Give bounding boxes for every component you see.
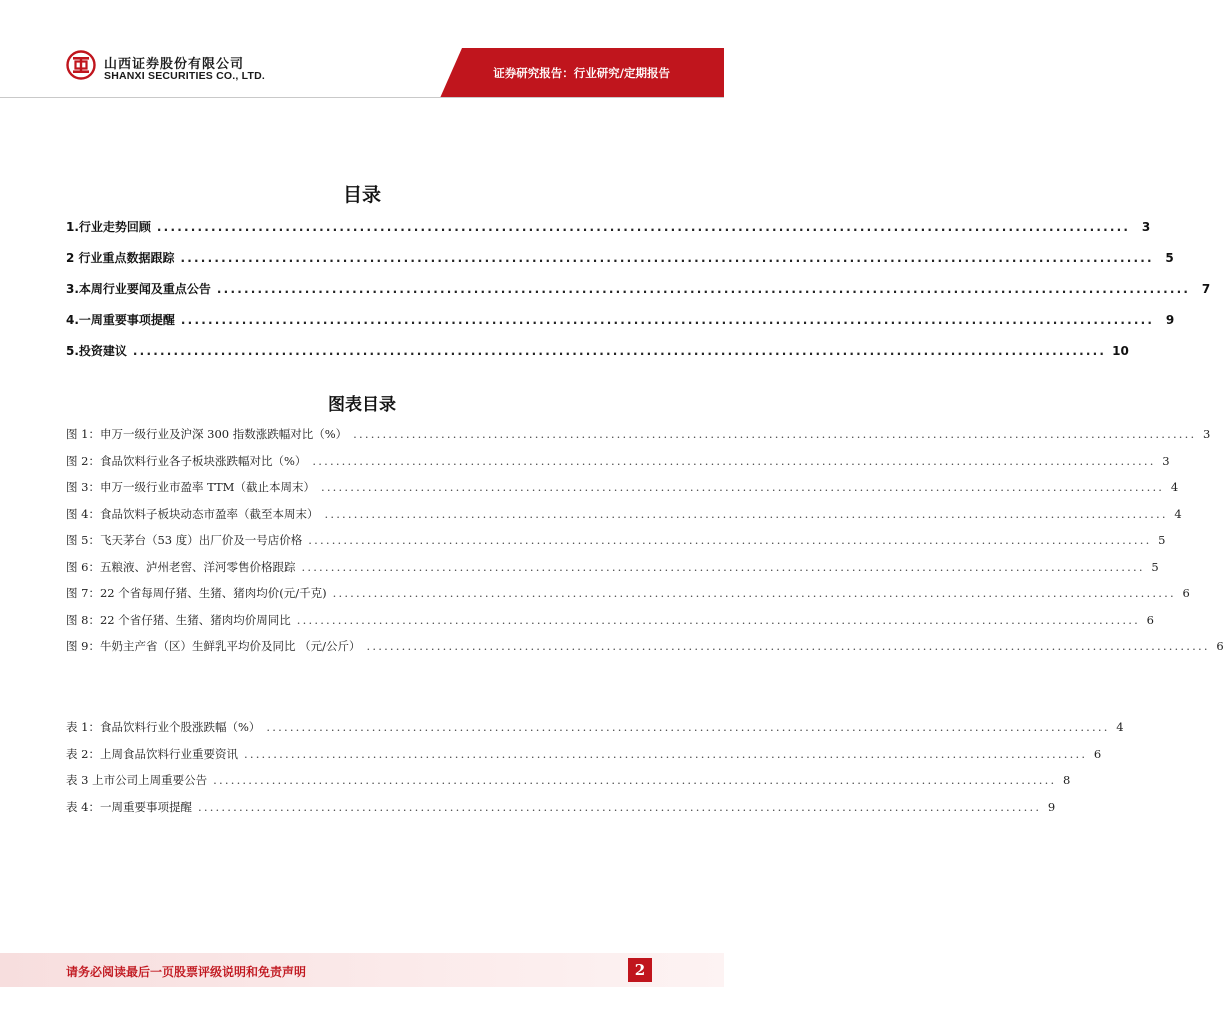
figure-entry-text: 图 2：食品饮料行业各子板块涨跌幅对比（%）: [66, 453, 307, 468]
report-type-label: 证券研究报告：行业研究/定期报告: [493, 66, 670, 80]
leader-dots: ................................................................................................................................................: [156, 220, 1131, 234]
figure-entry-page: 4: [1170, 480, 1179, 494]
toc-entry-text: 1.行业走势回顾: [66, 220, 151, 234]
figure-entry-page: 3: [1203, 427, 1211, 441]
figure-entry-text: 图 4：食品饮料子板块动态市盈率（截至本周末）: [66, 506, 319, 521]
toc-entry[interactable]: [66, 342, 1129, 373]
toc-entry[interactable]: [66, 280, 1211, 311]
figure-entry[interactable]: [66, 559, 1159, 586]
company-name-en: SHANXI SECURITIES CO., LTD.: [104, 70, 265, 82]
table-list: [66, 719, 1124, 825]
leader-dots: ................................................................................................................................................: [320, 480, 1165, 494]
figure-entry-page: 4: [1174, 506, 1182, 521]
figure-entry-text: 图 5：飞天茅台（53 度）出厂价及一号店价格: [66, 533, 303, 547]
header-divider: [0, 97, 724, 98]
leader-dots: ................................................................................................................................................: [324, 506, 1168, 521]
leader-dots: ................................................................................................................................................: [332, 586, 1176, 600]
toc-list: [66, 218, 1211, 373]
leader-dots: ................................................................................................................................................: [243, 746, 1088, 761]
figure-entry-text: 图 8：22 个省仔猪、生猪、猪肉均价周同比: [66, 612, 291, 627]
leader-dots: ................................................................................................................................................: [132, 344, 1107, 358]
page-header: [0, 0, 724, 98]
table-entry-text: 表 3 上市公司上周重要公告: [66, 773, 208, 787]
figure-entry[interactable]: [66, 479, 1179, 506]
table-entry-page: 4: [1116, 720, 1124, 734]
figure-entry-text: 图 9：牛奶主产省（区）生鲜乳平均价及同比 （元/公斤）: [66, 639, 361, 653]
page-number: 2: [628, 958, 652, 982]
toc-title: 目录: [342, 184, 381, 206]
toc-entry[interactable]: [66, 218, 1151, 249]
figure-list: [66, 426, 1224, 665]
figure-entry[interactable]: [66, 638, 1224, 665]
table-entry-page: 9: [1047, 799, 1056, 814]
table-entry-page: 8: [1063, 773, 1071, 787]
leader-dots: ................................................................................................................................................: [296, 612, 1140, 627]
toc-entry-text: 2 行业重点数据跟踪: [66, 251, 175, 265]
figure-entry[interactable]: [66, 612, 1154, 639]
toc-entry-text: 3.本周行业要闻及重点公告: [66, 282, 211, 296]
table-entry-text: 表 1：食品饮料行业个股涨跌幅（%）: [66, 720, 261, 734]
figure-entry-text: 图 6：五粮液、泸州老窖、洋河零售价格跟踪: [66, 559, 296, 574]
toc-entry-page: 9: [1165, 313, 1175, 327]
leader-dots: ................................................................................................................................................: [216, 282, 1191, 296]
footer-disclaimer: 请务必阅读最后一页股票评级说明和免责声明: [66, 965, 307, 979]
figure-entry[interactable]: [66, 426, 1211, 453]
figure-entry-page: 3: [1162, 453, 1170, 468]
figure-entry-page: 6: [1146, 612, 1154, 627]
toc-entry-page: 3: [1141, 220, 1151, 234]
company-name-cn: 山西证券股份有限公司: [104, 57, 245, 72]
figure-entry[interactable]: [66, 506, 1182, 533]
table-entry-text: 表 2：上周食品饮料行业重要资讯: [66, 746, 238, 761]
table-entry[interactable]: [66, 772, 1071, 799]
figure-entry-text: 图 7：22 个省每周仔猪、生猪、猪肉均价(元/千克): [66, 586, 327, 600]
figure-entry-page: 6: [1182, 586, 1190, 600]
figure-entry[interactable]: [66, 453, 1170, 480]
company-logo-icon: [66, 50, 96, 80]
toc-entry-page: 7: [1201, 282, 1211, 296]
table-entry-page: 6: [1093, 746, 1102, 761]
figure-entry[interactable]: [66, 585, 1190, 612]
table-entry[interactable]: [66, 799, 1056, 826]
leader-dots: ................................................................................................................................................: [266, 720, 1110, 734]
leader-dots: ................................................................................................................................................: [353, 427, 1197, 441]
figure-entry[interactable]: [66, 532, 1166, 559]
leader-dots: ................................................................................................................................................: [308, 533, 1152, 547]
leader-dots: ................................................................................................................................................: [301, 559, 1145, 574]
table-entry[interactable]: [66, 746, 1102, 773]
toc-entry-text: 4.一周重要事项提醒: [66, 313, 175, 327]
leader-dots: ................................................................................................................................................: [366, 639, 1210, 653]
figure-entry-page: 5: [1151, 559, 1159, 574]
leader-dots: ................................................................................................................................................: [180, 313, 1155, 327]
toc-entry-page: 10: [1112, 344, 1129, 358]
leader-dots: ................................................................................................................................................: [213, 773, 1057, 787]
leader-dots: ................................................................................................................................................: [197, 799, 1042, 814]
leader-dots: ................................................................................................................................................: [180, 251, 1154, 265]
toc-entry[interactable]: [66, 311, 1175, 342]
toc-entry-page: 5: [1165, 251, 1174, 265]
figure-entry-text: 图 3：申万一级行业市盈率 TTM（截止本周末）: [66, 480, 315, 494]
table-entry-text: 表 4：一周重要事项提醒: [66, 799, 192, 814]
figure-entry-page: 5: [1158, 533, 1166, 547]
toc-entry[interactable]: [66, 249, 1174, 280]
leader-dots: ................................................................................................................................................: [312, 453, 1156, 468]
figure-list-title: 图表目录: [328, 395, 396, 415]
toc-entry-text: 5.投资建议: [66, 344, 127, 358]
figure-entry-text: 图 1：申万一级行业及沪深 300 指数涨跌幅对比（%）: [66, 427, 348, 441]
figure-entry-page: 6: [1216, 639, 1224, 653]
table-entry[interactable]: [66, 719, 1124, 746]
